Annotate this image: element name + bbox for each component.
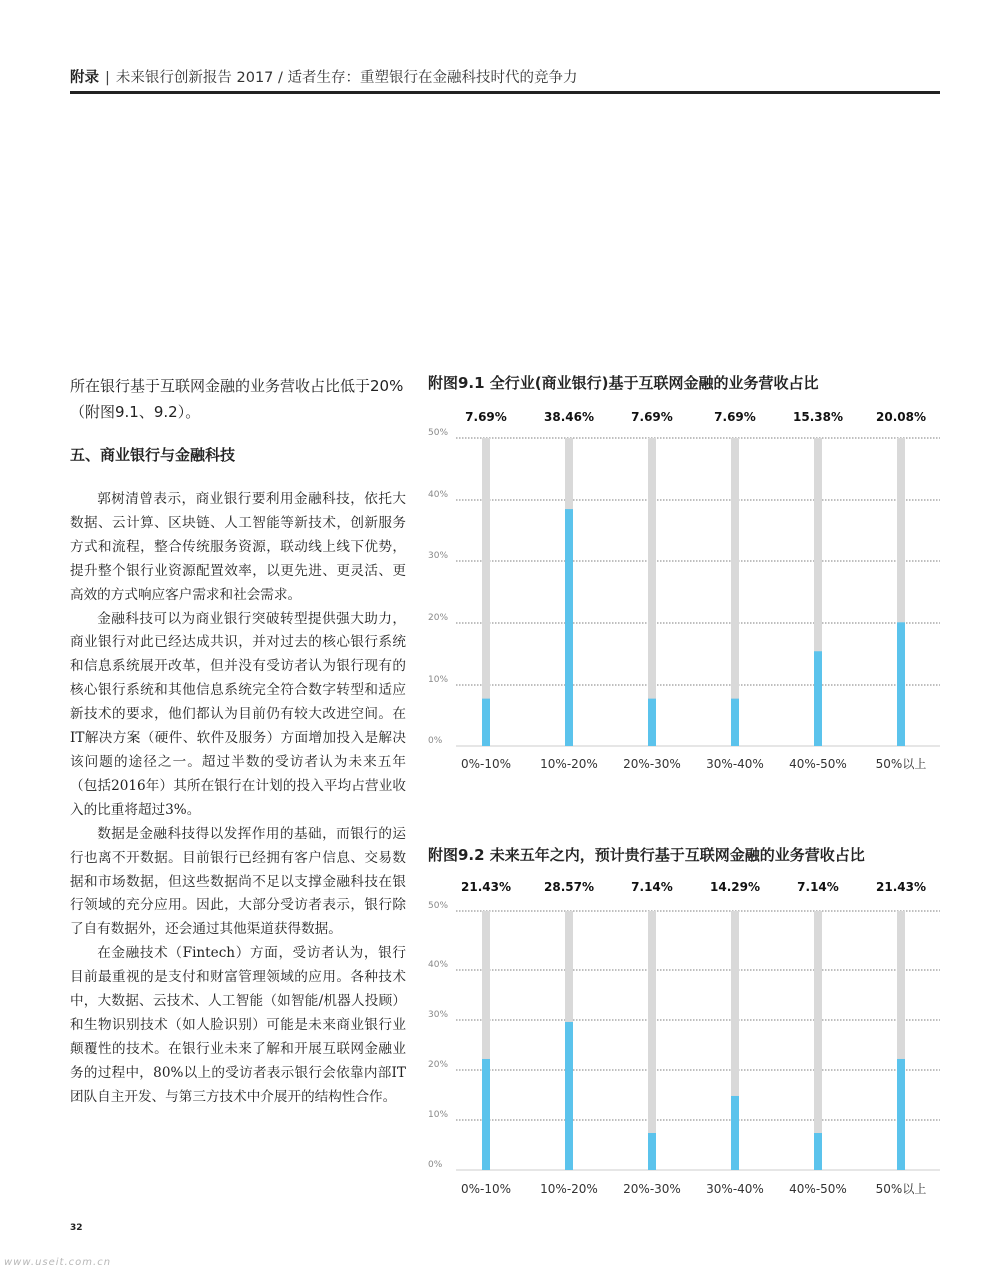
bar [897, 622, 905, 746]
x-tick-label: 20%-30% [623, 1182, 681, 1196]
data-label: 7.14% [631, 880, 673, 894]
data-label: 14.29% [710, 880, 760, 894]
y-tick-label: 30% [428, 1010, 449, 1020]
chart-1 [426, 400, 942, 780]
body-paragraph: 数据是金融科技得以发挥作用的基础，而银行的运行也离不开数据。目前银行已经拥有客户信息、交易数据和市场数据，但这些数据尚不足以支撑金融科技在银行领域的充分应用。因此，大部分受访者表示，银行除了自有数据外，还会通过其他渠道获得数据。 [70, 825, 406, 938]
x-tick-label: 20%-30% [623, 757, 681, 771]
bar [648, 1133, 656, 1170]
y-tick-label: 0% [428, 736, 443, 746]
bar [814, 651, 822, 746]
x-tick-label: 10%-20% [540, 757, 598, 771]
body-paragraph: 在金融技术（Fintech）方面，受访者认为，银行目前最重视的是支付和财富管理领域的应用。各种技术中，大数据、云技术、人工智能（如智能/机器人投顾）和生物识别技术（如人脸识别）可能是未来商业银行业颠覆性的技术。在银行业未来了解和开展互联网金融业务的过程中，80%以上的受访者表示银行会依靠内部IT团队自主开发、与第三方技术中介展开的结构性合作。 [70, 945, 406, 1105]
y-tick-label: 30% [428, 551, 449, 561]
body-text [70, 488, 406, 1110]
bar [565, 509, 573, 746]
data-label: 21.43% [876, 880, 926, 894]
body-paragraph: 郭树清曾表示，商业银行要利用金融科技，依托大数据、云计算、区块链、人工智能等新技术，创新服务方式和流程，整合传统服务资源，联动线上线下优势，提升整个银行业资源配置效率，以更先进、更灵活、更高效的方式响应客户需求和社会需求。 [70, 491, 406, 603]
header-label: 附录 [70, 70, 99, 86]
chart-1-title: 附图9.1 全行业(商业银行)基于互联网金融的业务营收占比 [428, 374, 819, 392]
bar-track [814, 911, 822, 1170]
data-label: 38.46% [544, 410, 594, 424]
data-label: 15.38% [793, 410, 843, 424]
data-label: 20.08% [876, 410, 926, 424]
x-tick-label: 30%-40% [706, 757, 764, 771]
y-tick-label: 50% [428, 428, 449, 438]
x-tick-label: 50%以上 [875, 757, 927, 771]
data-label: 28.57% [544, 880, 594, 894]
y-tick-label: 20% [428, 613, 449, 623]
y-tick-label: 10% [428, 675, 449, 685]
body-paragraph: 金融科技可以为商业银行突破转型提供强大助力，商业银行对此已经达成共识，并对过去的核心银行系统和信息系统展开改革，但并没有受访者认为银行现有的核心银行系统和其他信息系统完全符合数字转型和适应新技术的要求，他们都认为目前仍有较大改进空间。在IT解决方案（硬件、软件及服务）方面增加投入是解决该问题的途径之一。超过半数的受访者认为未来五年（包括2016年）其所在银行在计划的投入平均占营业收入的比重将超过3%。 [70, 610, 406, 818]
y-tick-label: 40% [428, 960, 449, 970]
header-title: 未来银行创新报告 2017 / 适者生存：重塑银行在金融科技时代的竞争力 [115, 70, 578, 86]
page-number: 32 [70, 1223, 83, 1233]
y-tick-label: 0% [428, 1160, 443, 1170]
bar [814, 1133, 822, 1170]
chart-2 [426, 872, 942, 1202]
intro-paragraph: 所在银行基于互联网金融的业务营收占比低于20%（附图9.1、9.2）。 [70, 377, 404, 421]
bar [731, 699, 739, 746]
bar-track [648, 911, 656, 1170]
x-tick-label: 40%-50% [789, 757, 847, 771]
bar [482, 1059, 490, 1170]
data-label: 7.69% [465, 410, 507, 424]
chart-2-title: 附图9.2 未来五年之内，预计贵行基于互联网金融的业务营收占比 [428, 846, 865, 864]
x-tick-label: 40%-50% [789, 1182, 847, 1196]
header-divider: | [105, 70, 110, 86]
x-tick-label: 30%-40% [706, 1182, 764, 1196]
section-heading: 五、商业银行与金融科技 [70, 446, 236, 464]
data-label: 7.69% [631, 410, 673, 424]
watermark: www.useit.com.cn [4, 1257, 112, 1268]
data-label: 21.43% [461, 880, 511, 894]
running-header [70, 66, 578, 87]
y-tick-label: 50% [428, 901, 449, 911]
data-label: 7.69% [714, 410, 756, 424]
bar [482, 699, 490, 746]
x-tick-label: 0%-10% [460, 1182, 512, 1196]
y-tick-label: 40% [428, 490, 449, 500]
bar [648, 699, 656, 746]
x-tick-label: 10%-20% [540, 1182, 598, 1196]
bar [565, 1022, 573, 1170]
bar [897, 1059, 905, 1170]
bar [731, 1096, 739, 1170]
x-tick-label: 50%以上 [875, 1182, 927, 1196]
x-tick-label: 0%-10% [460, 757, 512, 771]
y-tick-label: 20% [428, 1060, 449, 1070]
data-label: 7.14% [797, 880, 839, 894]
y-tick-label: 10% [428, 1110, 449, 1120]
header-rule [70, 91, 940, 94]
